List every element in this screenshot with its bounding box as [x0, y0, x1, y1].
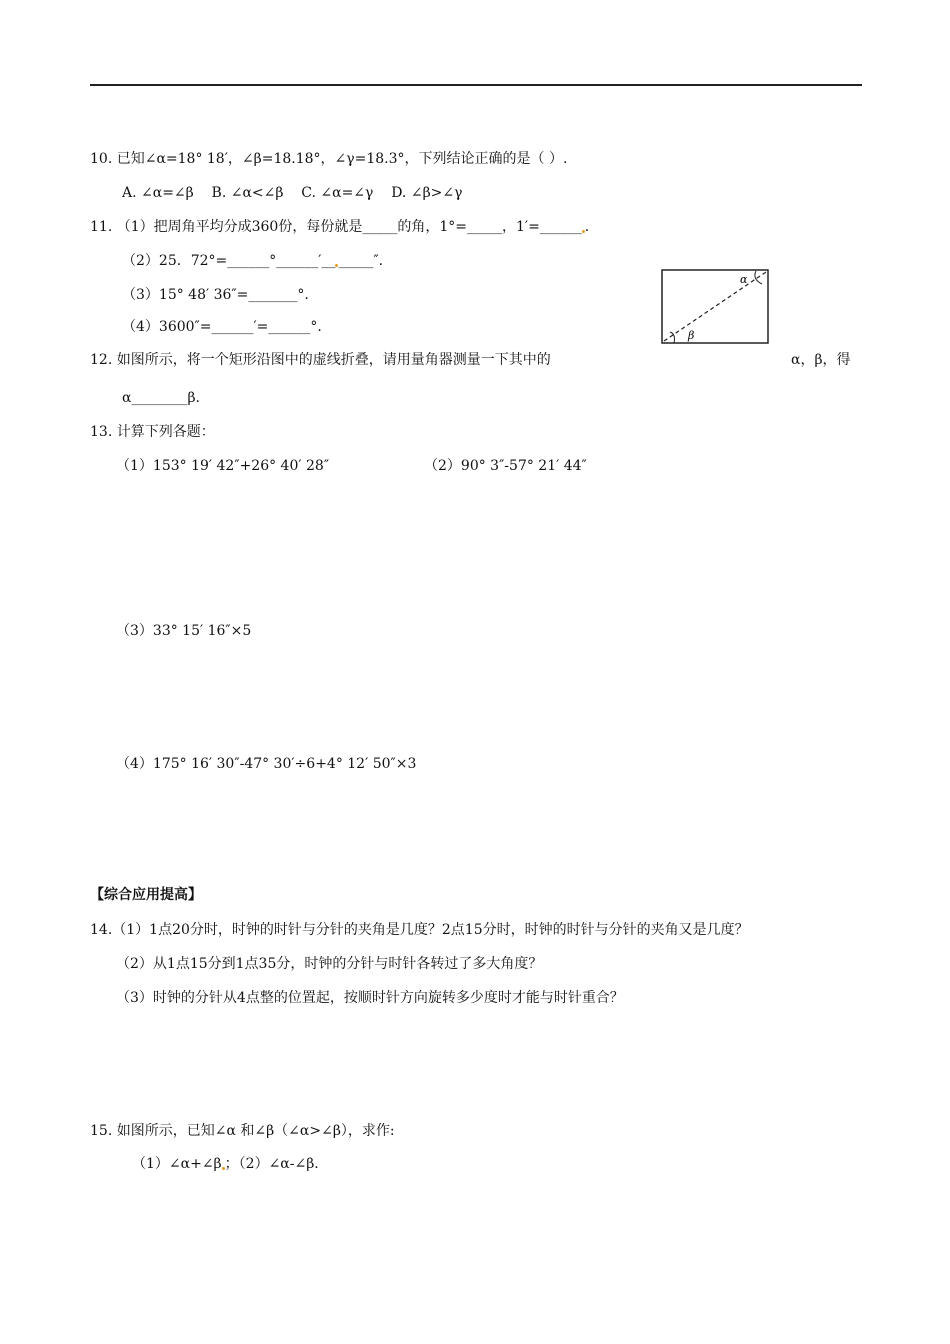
q11-part1 [90, 218, 589, 236]
q14-part3: （3）时钟的分针从4点整的位置起，按顺时针方向旋转多少度时才能与时针重合？ [116, 990, 624, 1006]
q11-part3: （3）15° 48′ 36″=_______°. [122, 287, 309, 303]
alpha-label: α [740, 273, 748, 286]
q12-answer-line: α________β. [122, 390, 200, 406]
q15-part2: ；（2）∠α-∠β. [224, 1156, 319, 1172]
q12-stem-tail: α，β，得 [791, 352, 851, 368]
q11-part4: （4）3600″=______′=______°. [122, 319, 322, 335]
beta-label: β [688, 329, 695, 342]
q13-part3: （3）33° 15′ 16″×5 [116, 623, 252, 639]
q14-part2: （2）从1点15分到1点35分，时钟的分针与时针各转过了多大角度？ [116, 956, 543, 972]
q15-parts [132, 1155, 319, 1173]
header-rule [90, 84, 862, 86]
folded-rectangle-figure [660, 268, 772, 348]
q12-stem: 12. 如图所示，将一个矩形沿图中的虚线折叠，请用量角器测量一下其中的 [90, 352, 551, 368]
q11-part1-text: 11. （1）把周角平均分成360份，每份就是_____的角，1°=_____，1′=______ [90, 219, 582, 235]
q10-stem: 10. 已知∠α=18° 18′，∠β=18.18°，∠γ=18.3°，下列结论正确的是（ ）. [90, 151, 568, 167]
beta-arc [670, 332, 675, 343]
q15-stem: 15. 如图所示，已知∠α 和∠β（∠α>∠β），求作: [90, 1123, 395, 1139]
q11-part2-text: （2）25．72°=______°______′__ [122, 253, 336, 269]
q11-part1-tail: . [584, 219, 590, 235]
q10-options: A. ∠α=∠β B. ∠α<∠β C. ∠α=∠γ D. ∠β>∠γ [122, 185, 463, 201]
q14-part1: 14.（1）1点20分时，时钟的时针与分针的夹角是几度？2点15分时，时钟的时针与分针的夹角又是几度？ [90, 922, 749, 938]
q11-part2-tail: _____″. [338, 253, 384, 269]
section-title: 【综合应用提高】 [90, 887, 202, 903]
q15-part1: （1）∠α+∠β [132, 1156, 222, 1172]
q11-part2 [122, 252, 383, 270]
q13-stem: 13. 计算下列各题： [90, 424, 215, 440]
q13-part4: （4）175° 16′ 30″-47° 30′÷6+4° 12′ 50″×3 [116, 756, 417, 772]
q13-part2: （2）90° 3″-57° 21′ 44″ [424, 458, 587, 474]
fold-dashed-line [664, 272, 766, 341]
q13-part1: （1）153° 19′ 42″+26° 40′ 28″ [116, 458, 330, 474]
